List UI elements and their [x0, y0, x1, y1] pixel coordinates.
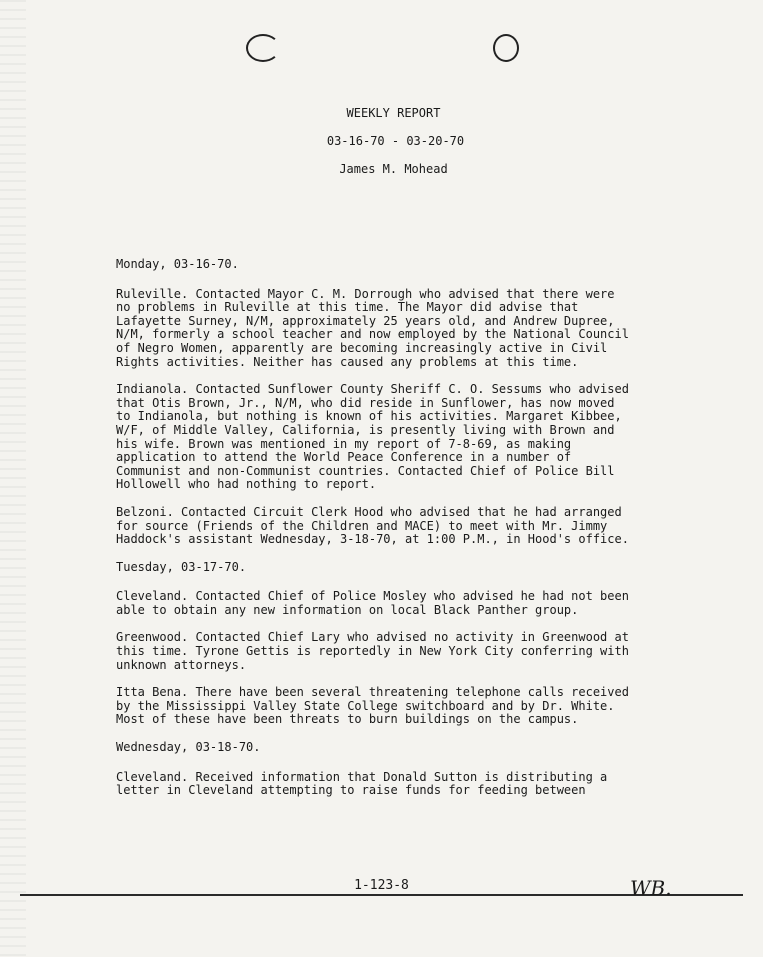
report-author: James M. Mohead — [339, 162, 448, 176]
date-heading: Tuesday, 03-17-70. — [116, 559, 247, 574]
page-number: 1-123-8 — [354, 878, 409, 893]
punch-hole-left — [246, 34, 280, 62]
report-title: WEEKLY REPORT — [346, 106, 441, 120]
report-dates: 03-16-70 - 03-20-70 — [326, 134, 465, 148]
handwritten-initials: WB. — [630, 876, 672, 900]
paragraph: Ruleville. Contacted Mayor C. M. Dorrough who advised that there were no problems in Ruleville at this time. The Mayor did advise that Lafayette Surney, N/M, approximately 25 years old, and Andrew Dupree, N/M, formerly a school teacher and now employed by the National Council of Negro Women, apparently are becoming increasingly active in Civil Rights activities. Neither has caused any problems at this time. — [116, 286, 629, 369]
paragraph: Itta Bena. There have been several threatening telephone calls received by the Mississippi Valley State College switchboard and by Dr. White. Most of these have been threats to burn buildings on the campus. — [116, 685, 629, 727]
paragraph: Greenwood. Contacted Chief Lary who advised no activity in Greenwood at this time. Tyrone Gettis is reportedly in New York City conferring with unknown attorneys. — [116, 630, 629, 672]
punch-hole-right — [493, 34, 519, 62]
date-heading: Monday, 03-16-70. — [116, 257, 239, 271]
date-heading: Wednesday, 03-18-70. — [116, 740, 261, 755]
paragraph: Cleveland. Received information that Donald Sutton is distributing a letter in Cleveland attempting to raise funds for feeding between — [116, 769, 608, 798]
paragraph: Cleveland. Contacted Chief of Police Mosley who advised he had not been able to obtain any new information on local Black Panther group. — [116, 589, 629, 617]
paragraph: Belzoni. Contacted Circuit Clerk Hood who advised that he had arranged for source (Friends of the Children and MACE) to meet with Mr. Jimmy Haddock's assistant Wednesday, 3-18-70, at 1:00 P.M., in Hood's office. — [116, 504, 629, 547]
report-body — [116, 258, 636, 812]
paragraph: Indianola. Contacted Sunflower County Sheriff C. O. Sessums who advised that Otis Brown, Jr., N/M, who did reside in Sunflower, has now moved to Indianola, but nothing is known of his activities. Margaret Kibbee, W/F, of Middle Valley, California, is presently living with Brown and his wife. Brown was mentioned in my report of 7-8-69, as making application to attend the World Peace Conference in a number of Communist and non-Communist countries. Contacted Chief of Police Bill Hollowell who had nothing to report. — [116, 382, 629, 492]
